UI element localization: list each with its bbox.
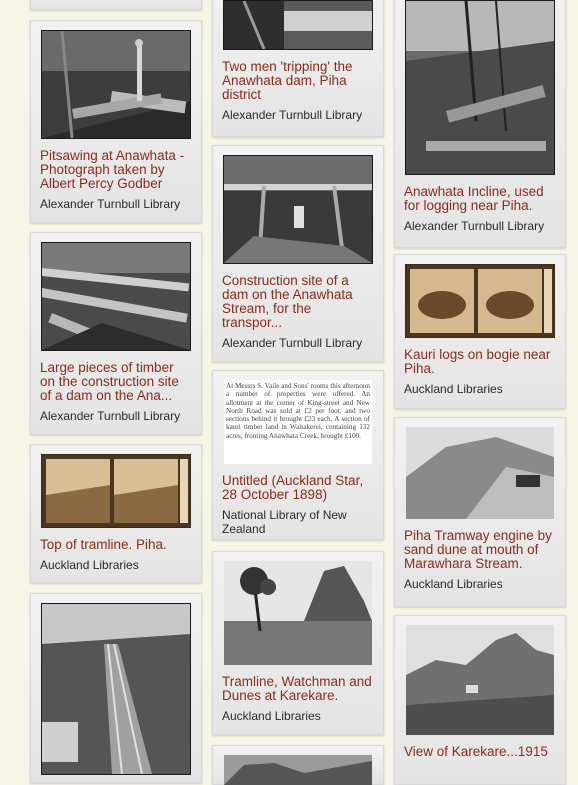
photo-thumbnail[interactable] (406, 625, 554, 735)
photo-thumbnail[interactable] (405, 0, 555, 175)
card-timber-dam[interactable] (30, 232, 202, 435)
card-incline-photo[interactable] (30, 593, 202, 783)
card-source: Alexander Turnbull Library (222, 336, 363, 350)
card-two-men-dam[interactable] (212, 0, 384, 137)
card-title[interactable]: Anawhata Incline, used for logging near Piha. (404, 184, 544, 213)
card-title[interactable]: Large pieces of timber on the construction site of a dam on the Ana... (40, 360, 179, 403)
card-source: Auckland Libraries (40, 558, 139, 572)
card-construction-dam[interactable] (212, 145, 384, 362)
card-pitsawing[interactable] (30, 20, 202, 223)
card-view-karekare[interactable] (394, 615, 566, 785)
card-title[interactable]: View of Karekare...1915 (404, 744, 548, 759)
photo-thumbnail[interactable] (224, 561, 372, 665)
photo-thumbnail[interactable] (41, 603, 191, 775)
card-kauri-bogie[interactable] (394, 254, 566, 409)
card-auckland-star[interactable] (212, 370, 384, 540)
card-tramline-watchman[interactable] (212, 551, 384, 735)
card-title[interactable]: Two men 'tripping' the Anawhata dam, Piha district (222, 59, 353, 102)
card-top-tramline[interactable] (30, 444, 202, 583)
card-source: Alexander Turnbull Library (222, 108, 363, 122)
card-source: National Library of New Zealand (222, 508, 347, 536)
card-title[interactable]: Untitled (Auckland Star, 28 October 1898) (222, 473, 364, 502)
photo-thumbnail[interactable] (41, 30, 191, 139)
card-title[interactable]: Pitsawing at Anawhata - Photograph taken by Albert Percy Godber (40, 148, 185, 191)
card-title[interactable]: Piha Tramway engine by sand dune at mouth of Marawhara Stream. (404, 528, 552, 571)
card-title[interactable]: Top of tramline. Piha. (40, 537, 167, 552)
card-source: Auckland Libraries (404, 382, 503, 396)
card-title[interactable]: Construction site of a dam on the Anawhata Stream, for the transpor... (222, 273, 353, 330)
card-source: Alexander Turnbull Library (40, 409, 181, 423)
photo-thumbnail[interactable] (223, 155, 373, 264)
card-anawhata-incline[interactable] (394, 0, 566, 248)
card-source: Auckland Libraries (404, 577, 503, 591)
photo-thumbnail[interactable] (223, 0, 373, 50)
card-partial-top[interactable] (30, 0, 202, 10)
card-partial-bottom[interactable] (212, 745, 384, 785)
card-source: Auckland Libraries (222, 709, 321, 723)
photo-thumbnail[interactable] (41, 454, 191, 528)
card-piha-tramway[interactable] (394, 417, 566, 607)
photo-thumbnail[interactable] (41, 242, 191, 351)
clipping-text: At Messrs S. Vaile and Sons' rooms this afternoon a number of properties were offered. An allotment at the corner of King-street and New North Road was sold at £2 per foot, and two sections behind it brought £23 each. A section of kauri timber land in Waitakerei, containing 132 acres, fronting Anawhata Creek, brought £100. (226, 382, 370, 440)
card-source: Alexander Turnbull Library (404, 219, 545, 233)
newspaper-clipping[interactable] (224, 380, 372, 464)
photo-thumbnail[interactable] (405, 264, 555, 338)
photo-thumbnail[interactable] (406, 427, 554, 519)
photo-thumbnail[interactable] (224, 755, 372, 785)
card-title[interactable]: Tramline, Watchman and Dunes at Karekare. (222, 674, 372, 703)
card-source: Alexander Turnbull Library (40, 197, 181, 211)
card-title[interactable]: Kauri logs on bogie near Piha. (404, 347, 551, 376)
